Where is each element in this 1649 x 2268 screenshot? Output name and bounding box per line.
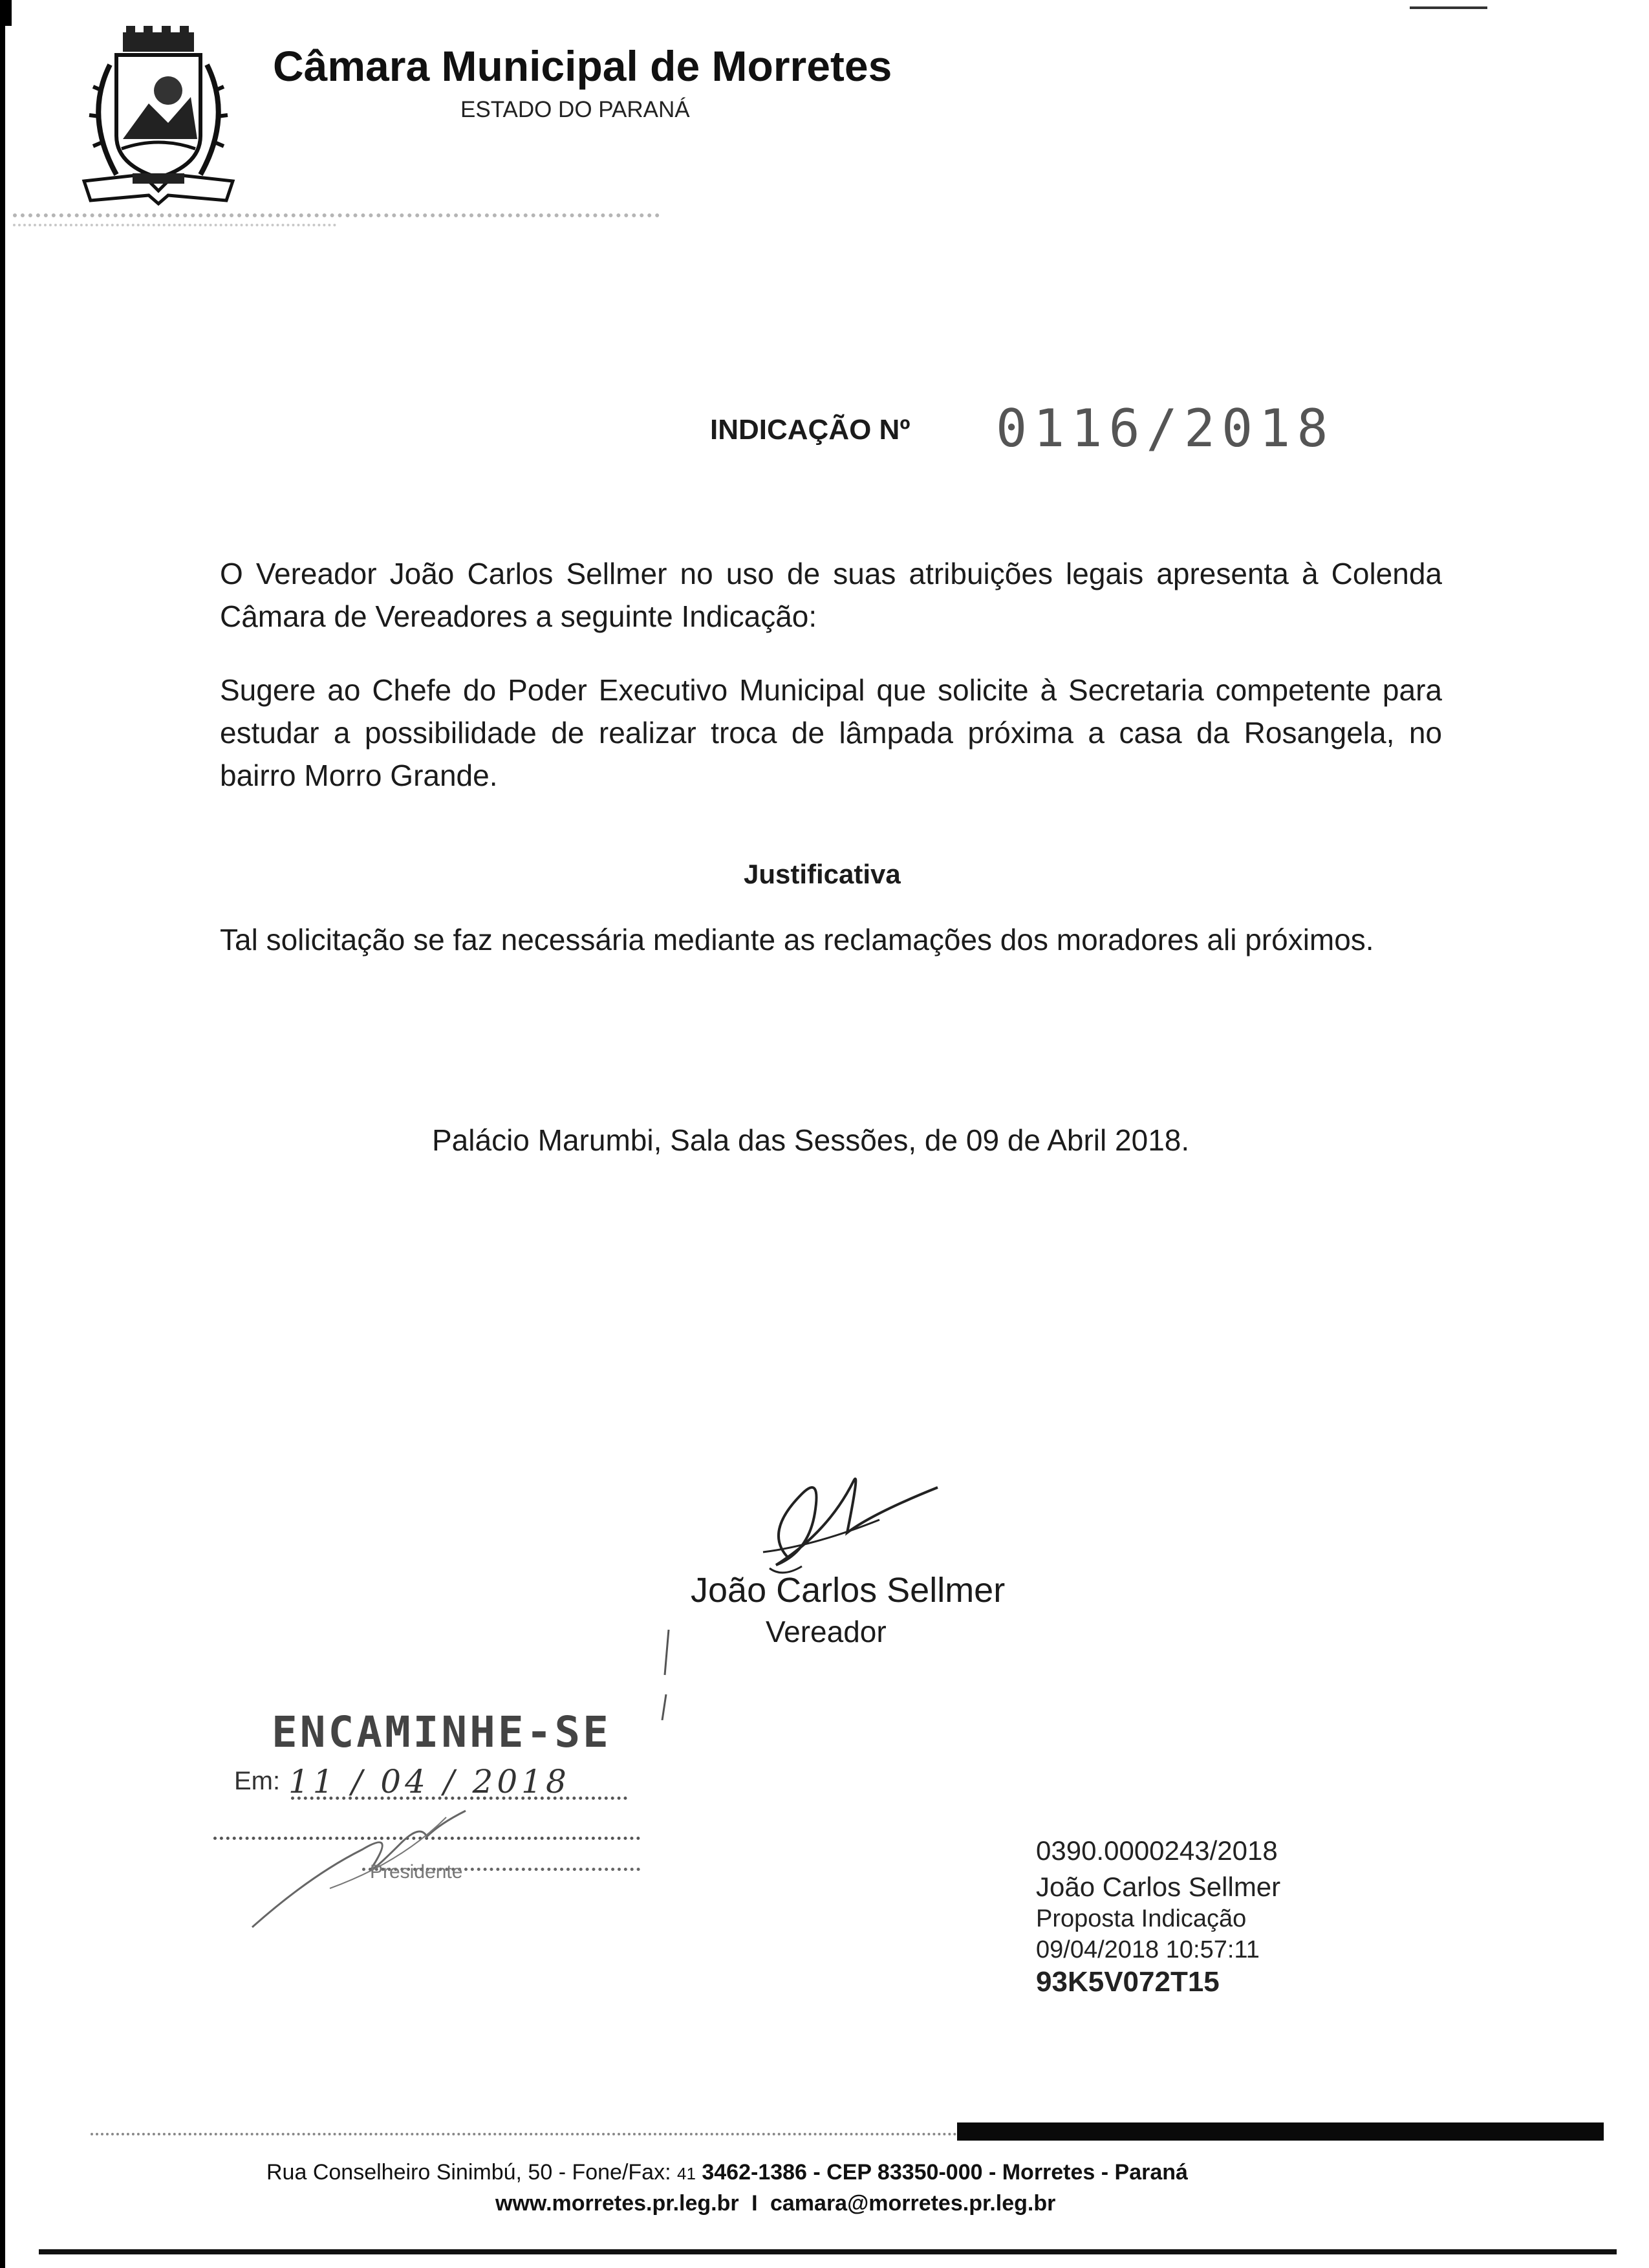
stamp-role: Presidente	[370, 1861, 463, 1883]
protocol-type: Proposta Indicação	[1036, 1905, 1247, 1932]
protocol-number: 0390.0000243/2018	[1036, 1835, 1278, 1866]
footer-email-link[interactable]: camara@morretes.pr.leg.br	[770, 2191, 1056, 2216]
footer-website-link[interactable]: www.morretes.pr.leg.br	[495, 2191, 739, 2216]
stamp-date-label: Em:	[234, 1767, 281, 1795]
pen-mark	[660, 1630, 673, 1720]
protocol-code: 93K5V072T15	[1036, 1966, 1220, 1998]
signer-name: João Carlos Sellmer	[691, 1571, 1006, 1610]
paragraph-intro: O Vereador João Carlos Sellmer no uso de suas atribuições legais apresenta à Colenda Câmara de Vereadores a seguinte Indicação:	[220, 557, 1442, 633]
justification-text: Tal solicitação se faz necessária mediante as reclamações dos moradores ali próximos.	[220, 923, 1374, 956]
scan-mark	[1410, 6, 1487, 9]
footer-phone: 3462-1386 - CEP 83350-000 - Morretes - Paraná	[702, 2160, 1188, 2185]
footer-contacts	[495, 2191, 1055, 2216]
header-divider-secondary	[13, 224, 336, 226]
scan-bottom-edge	[39, 2249, 1617, 2254]
footer-address	[266, 2160, 1188, 2185]
page-subtitle: ESTADO DO PARANÁ	[460, 97, 690, 122]
page-title: Câmara Municipal de Morretes	[273, 42, 892, 90]
scan-edge	[0, 0, 5, 2268]
footer-address-text: Rua Conselheiro Sinimbú, 50 - Fone/Fax:	[266, 2160, 671, 2185]
coat-of-arms-icon	[71, 26, 246, 213]
scan-edge-notch	[0, 0, 12, 26]
signoff-line: Palácio Marumbi, Sala das Sessões, de 09 de Abril 2018.	[432, 1123, 1190, 1157]
indication-number: 0116/2018	[996, 398, 1335, 459]
footer-separator: I	[751, 2191, 758, 2216]
stamp-handwritten-date: 11 / 04 / 2018	[288, 1763, 570, 1800]
stamp-title: ENCAMINHE-SE	[272, 1707, 611, 1757]
protocol-datetime: 09/04/2018 10:57:11	[1036, 1936, 1260, 1963]
justification-heading: Justificativa	[744, 859, 901, 889]
footer-phone-ddd: 41	[676, 2164, 696, 2183]
paragraph-suggestion: Sugere ao Chefe do Poder Executivo Municipal que solicite à Secretaria competente para estudar a possibilidade de realizar troca de lâmpada próxima a casa da Rosangela, no bairro Morro Grande.	[220, 673, 1442, 792]
protocol-author: João Carlos Sellmer	[1036, 1872, 1281, 1902]
handwritten-signature	[724, 1455, 957, 1584]
footer-divider-bar	[957, 2122, 1604, 2141]
footer-divider-dots	[91, 2133, 957, 2135]
header-divider	[13, 213, 660, 217]
indication-label: INDICAÇÃO Nº	[710, 414, 911, 446]
stamp-signature-scribble	[233, 1772, 685, 1940]
signer-role: Vereador	[766, 1615, 887, 1648]
